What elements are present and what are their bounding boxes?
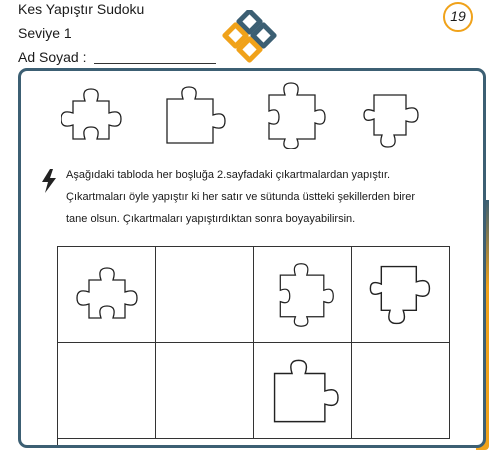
puzzle-piece-d-icon [361,260,441,330]
puzzle-piece-c-icon [263,260,343,330]
grid-cell[interactable] [254,343,352,439]
grid-cell[interactable] [58,343,156,439]
instruction-line-3: tane olsun. Çıkartmaları yapıştırdıktan sonra boyayabilirsin. [66,213,356,225]
diamond-logo-icon [220,10,284,64]
grid-row [58,247,450,343]
puzzle-piece-b [167,87,225,143]
lightning-icon [40,169,58,193]
worksheet-frame [18,68,486,448]
name-field-line[interactable] [94,63,216,64]
reference-shapes [61,79,441,149]
instruction-line-1: Aşağıdaki tabloda her boşluğa 2.sayfadaki çıkartmalardan yapıştır. [66,169,391,181]
puzzle-piece-c [269,83,325,149]
puzzle-piece-a-icon [67,260,147,330]
page-number-badge: 19 [443,2,473,32]
grid-cell[interactable] [352,343,450,439]
instruction-line-2: Çıkartmaları öyle yapıştır ki her satır ve sütunda üstteki şekillerden birer [66,191,416,203]
puzzle-piece-b-icon [263,356,343,426]
grid-cell[interactable] [254,247,352,343]
grid-cell[interactable] [156,247,254,343]
grid-row [58,343,450,439]
grid-cell[interactable] [58,247,156,343]
grid-cell[interactable] [352,247,450,343]
grid-cell[interactable] [156,343,254,439]
sudoku-grid [57,246,450,447]
puzzle-piece-a [61,89,121,139]
level-label: Seviye 1 [18,25,72,41]
puzzle-piece-d [364,95,418,147]
worksheet-title: Kes Yapıştır Sudoku [18,1,145,17]
name-label: Ad Soyad : [18,49,87,65]
